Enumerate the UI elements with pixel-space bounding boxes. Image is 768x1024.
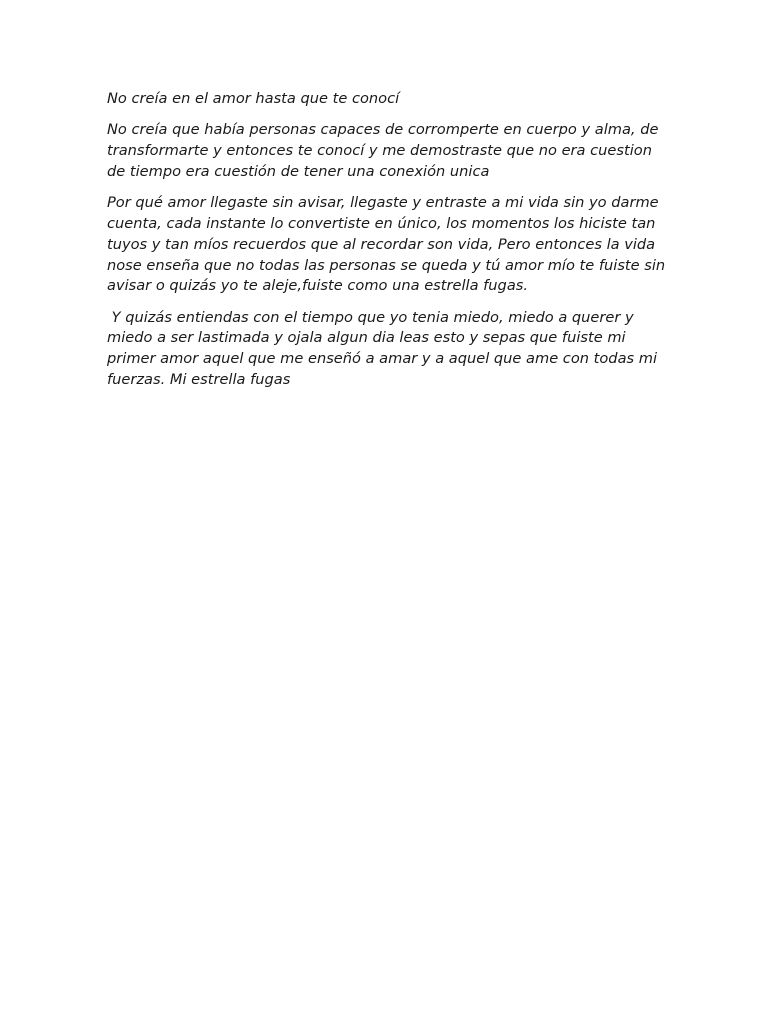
document-title: No creía en el amor hasta que te conocí [107,90,400,107]
paragraph-1: No creía que había personas capaces de corromperte en cuerpo y alma, de transformarte y entonces te conocí y me demostraste que no era cuestion de tiempo era cuestión de tener una conexión unica [107,121,659,180]
paragraph-2: Por qué amor llegaste sin avisar, llegaste y entraste a mi vida sin yo darme cuenta, cada instante lo convertiste en único, los momentos los hiciste tan tuyos y tan míos recuerdos que al recordar son vida, Pero entonces la vida nose enseña que no todas las personas se queda y tú amor mío te fuiste sin avisar o quizás yo te aleje,fuiste como una estrella fugas. [107,194,666,295]
document-body [107,89,667,401]
paragraph-3: Y quizás entiendas con el tiempo que yo tenia miedo, miedo a querer y miedo a ser lastimada y ojala algun dia leas esto y sepas que fuiste mi primer amor aquel que me enseñó a amar y a aquel que ame con todas mi fuerzas. Mi estrella fugas [107,308,662,389]
